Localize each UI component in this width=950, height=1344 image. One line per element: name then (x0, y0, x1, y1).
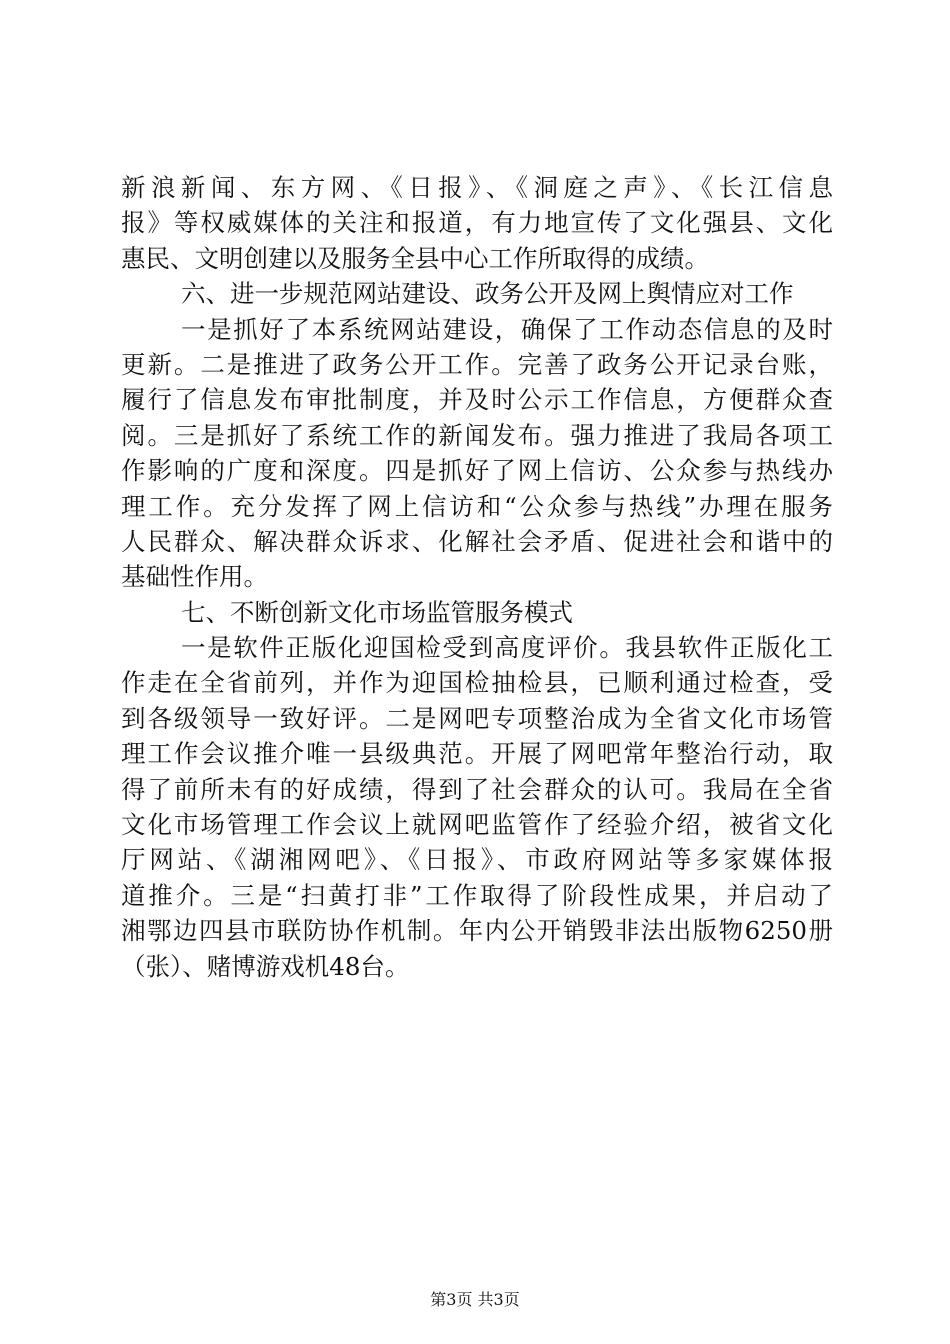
page-footer: 第3页 共3页 (430, 1290, 520, 1309)
document-body (121, 170, 833, 984)
text-line: 得了前所未有的好成绩，得到了社会群众的认可。我局在全省 (121, 774, 833, 804)
text-line: 报》等权威媒体的关注和报道，有力地宣传了文化强县、文化 (121, 208, 833, 238)
text-line: 新浪新闻、东方网、《日报》、《洞庭之声》、《长江信息 (121, 173, 833, 202)
text-line: 一是软件正版化迎国检受到高度评价。我县软件正版化工 (181, 633, 833, 663)
text-line: 湘鄂边四县市联防协作机制。年内公开销毁非法出版物6250册 (121, 916, 833, 946)
text-line: 到各级领导一致好评。二是网吧专项整治成为全省文化市场管 (121, 703, 833, 733)
text-line: 惠民、文明创建以及服务全县中心工作所取得的成绩。 (121, 243, 709, 273)
text-line: 道推介。三是“扫黄打非”工作取得了阶段性成果，并启动了 (121, 880, 833, 910)
text-line: 作走在全省前列，并作为迎国检抽检县，已顺利通过检查，受 (121, 668, 833, 698)
text-line: 作影响的广度和深度。四是抓好了网上信访、公众参与热线办 (121, 456, 833, 486)
section-heading: 六、进一步规范网站建设、政务公开及网上舆情应对工作 (181, 279, 794, 309)
text-line: 理工作会议推介唯一县级典范。开展了网吧常年整治行动，取 (121, 739, 833, 769)
text-line: （张）、赌博游戏机48台。 (121, 951, 410, 981)
text-line: 一是抓好了本系统网站建设，确保了工作动态信息的及时 (181, 314, 833, 344)
text-line: 理工作。充分发挥了网上信访和“公众参与热线”办理在服务 (121, 491, 833, 521)
text-line: 履行了信息发布审批制度，并及时公示工作信息，方便群众查 (121, 385, 833, 415)
text-line: 文化市场管理工作会议上就网吧监管作了经验介绍，被省文化 (121, 810, 833, 840)
text-line: 厅网站、《湖湘网吧》、《日报》、市政府网站等多家媒体报 (121, 845, 833, 875)
text-line: 基础性作用。 (121, 562, 268, 592)
text-line: 更新。二是推进了政务公开工作。完善了政务公开记录台账， (121, 349, 833, 379)
section-heading: 七、不断创新文化市场监管服务模式 (181, 597, 573, 627)
text-line: 人民群众、解决群众诉求、化解社会矛盾、促进社会和谐中的 (121, 526, 833, 556)
text-line: 阅。三是抓好了系统工作的新闻发布。强力推进了我局各项工 (121, 420, 833, 450)
